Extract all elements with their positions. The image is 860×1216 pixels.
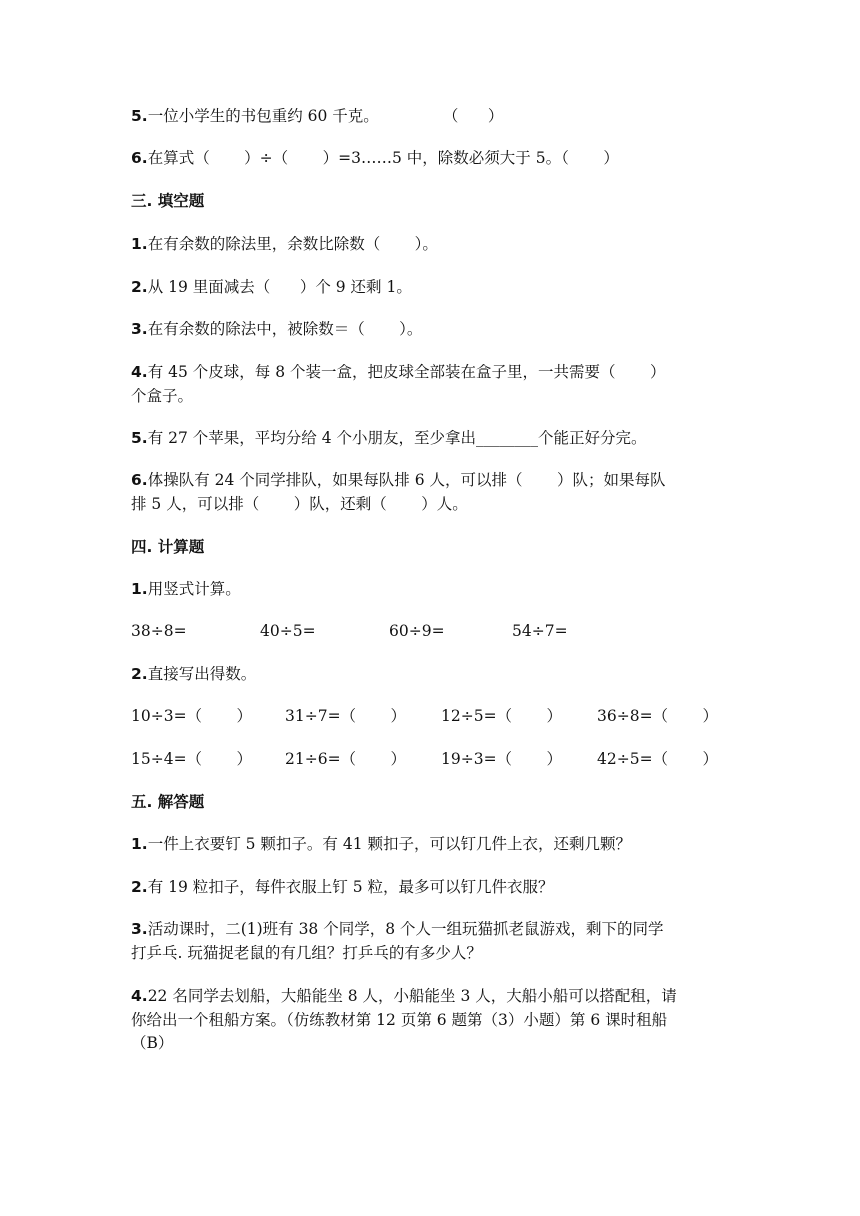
question-number: 1. (131, 835, 148, 853)
question-text: 一件上衣要钉 5 颗扣子。有 41 颗扣子，可以钉几件上衣，还剩几颗？ (147, 835, 631, 853)
fill-q6 (131, 470, 665, 490)
answer-q4 (131, 986, 677, 1006)
fill-q4 (131, 362, 665, 382)
question-text: 在有余数的除法里，余数比除数（ ）。 (147, 235, 438, 253)
question-number: 3. (131, 920, 148, 938)
oral-calc-item: 42÷5=（ ） (597, 750, 719, 768)
question-number: 1. (131, 235, 148, 253)
question-number: 2. (131, 878, 148, 896)
answer-q2 (131, 877, 553, 897)
question-text: 体操队有 24 个同学排队，如果每队排 6 人，可以排（ ）队；如果每队 (147, 471, 666, 489)
vertical-calc-item: 54÷7= (512, 622, 568, 640)
question-text: 有 19 粒扣子，每件衣服上钉 5 粒，最多可以钉几件衣服？ (147, 878, 554, 896)
section-title-calc: 四. 计算题 (131, 538, 205, 556)
oral-calc-item: 31÷7=（ ） (285, 707, 407, 725)
fill-q6-continuation: 排 5 人，可以排（ ）队，还剩（ ）人。 (131, 495, 468, 513)
fill-q2 (131, 277, 412, 297)
answer-q3-continuation: 打乒乓. 玩猫捉老鼠的有几组？打乒乓的有多少人？ (131, 944, 482, 962)
answer-q3 (131, 919, 664, 939)
question-text: 有 45 个皮球，每 8 个装一盒，把皮球全部装在盒子里，一共需要（ ） (147, 363, 666, 381)
question-number: 1. (131, 580, 148, 598)
question-text: 活动课时，二(1)班有 38 个同学，8 个人一组玩猫抓老鼠游戏，剩下的同学 (147, 920, 664, 938)
question-text: 在算式（ ）÷（ ）=3……5 中，除数必须大于 5。（ ） (147, 149, 619, 167)
oral-calc-item: 10÷3=（ ） (131, 707, 253, 725)
question-text: 用竖式计算。 (147, 580, 241, 598)
question-number: 6. (131, 149, 148, 167)
question-number: 2. (131, 278, 148, 296)
question-number: 5. (131, 107, 148, 125)
question-number: 5. (131, 429, 148, 447)
question-number: 6. (131, 471, 148, 489)
oral-calc-item: 36÷8=（ ） (597, 707, 719, 725)
answer-q4-continuation-2: （B） (131, 1034, 174, 1052)
fill-q4-continuation: 个盒子。 (131, 387, 194, 405)
question-text: 有 27 个苹果，平均分给 4 个小朋友，至少拿出________个能正好分完。 (147, 429, 647, 447)
section-title-fill: 三. 填空题 (131, 192, 205, 210)
oral-calc-item: 21÷6=（ ） (285, 750, 407, 768)
oral-calc-item: 12÷5=（ ） (441, 707, 563, 725)
oral-calc-item: 19÷3=（ ） (441, 750, 563, 768)
question-number: 4. (131, 363, 148, 381)
answer-q1 (131, 834, 631, 854)
fill-q1 (131, 234, 438, 254)
calc-q1 (131, 579, 241, 599)
section-title-answer: 五. 解答题 (131, 793, 205, 811)
answer-q4-continuation: 你给出一个租船方案。（仿练教材第 12 页第 6 题第（3）小题）第 6 课时租船 (131, 1011, 668, 1029)
question-number: 4. (131, 987, 148, 1005)
vertical-calc-item: 40÷5= (260, 622, 316, 640)
calc-q2 (131, 664, 256, 684)
question-number: 2. (131, 665, 148, 683)
question-text: 在有余数的除法中，被除数＝（ ）。 (147, 320, 423, 338)
question-text: 直接写出得数。 (147, 665, 257, 683)
vertical-calc-item: 60÷9= (389, 622, 445, 640)
oral-calc-item: 15÷4=（ ） (131, 750, 253, 768)
fill-q5 (131, 428, 646, 448)
vertical-calc-item: 38÷8= (131, 622, 187, 640)
fill-q3 (131, 319, 422, 339)
question-number: 3. (131, 320, 148, 338)
question-text: 一位小学生的书包重约 60 千克。 （ ） (147, 107, 504, 125)
judge-q6 (131, 148, 619, 168)
question-text: 22 名同学去划船，大船能坐 8 人，小船能坐 3 人，大船小船可以搭配租，请 (147, 987, 677, 1005)
judge-q5 (131, 106, 503, 126)
question-text: 从 19 里面减去（ ）个 9 还剩 1。 (147, 278, 412, 296)
